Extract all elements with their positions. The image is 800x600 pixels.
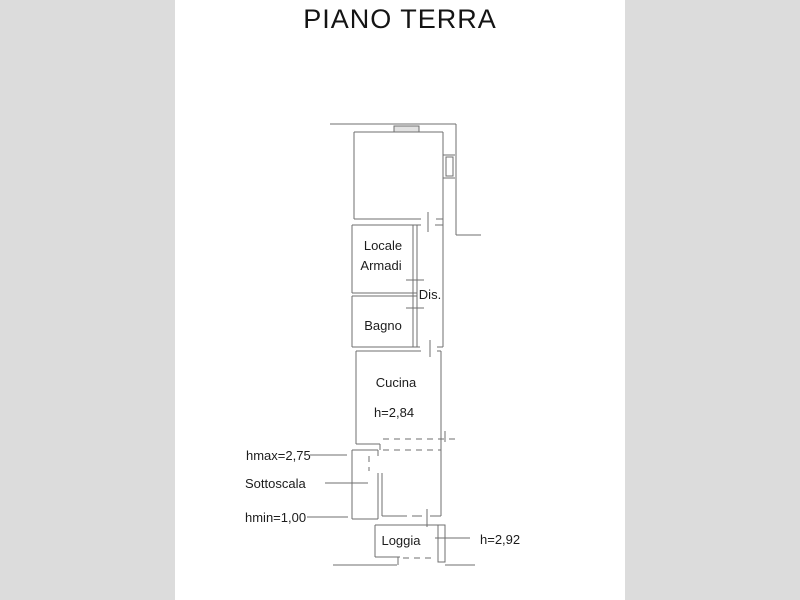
corridor-disimpegno-walls	[406, 225, 424, 347]
annotation-leader-lines	[307, 455, 470, 538]
label-hmax: hmax=2,75	[246, 448, 311, 463]
window-symbol-right	[443, 155, 455, 178]
label-cucina-height: h=2,84	[373, 405, 415, 420]
page-title: PIANO TERRA	[303, 4, 497, 34]
label-locale: Locale	[363, 238, 403, 253]
label-cucina: Cucina	[375, 375, 417, 390]
label-armadi: Armadi	[360, 258, 402, 273]
area-sottoscala	[352, 450, 382, 519]
pillar-symbol-loggia	[438, 525, 445, 562]
window-symbol-top	[394, 126, 419, 132]
label-bagno: Bagno	[364, 318, 402, 333]
exterior-walls	[330, 124, 481, 565]
room-cucina	[356, 340, 457, 516]
label-loggia: Loggia	[381, 533, 421, 548]
label-loggia-height: h=2,92	[480, 532, 521, 547]
label-hmin: hmin=1,00	[245, 510, 307, 525]
label-disimpegno: Dis.	[418, 287, 442, 302]
lower-room-wall	[382, 509, 441, 527]
label-sottoscala: Sottoscala	[245, 476, 306, 491]
